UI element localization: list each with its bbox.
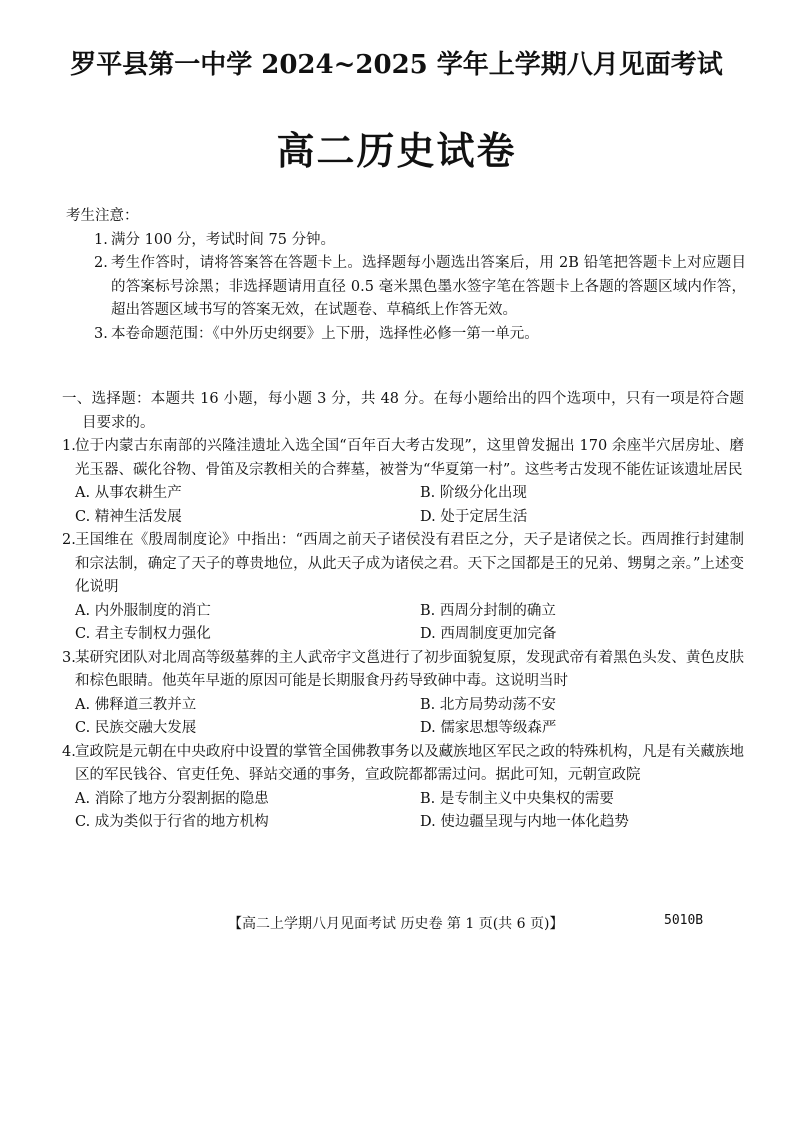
- footer-page-info: 【高二上学期八月见面考试 历史卷 第 1 页(共 6 页)】: [228, 916, 564, 932]
- option-d: D. 儒家思想等级森严: [420, 720, 557, 736]
- page-footer: [0, 913, 793, 933]
- option-list: [62, 482, 744, 529]
- option-c: C. 君主专制权力强化: [75, 626, 211, 642]
- option-a: A. 从事农耕生产: [75, 485, 182, 501]
- option-a: A. 佛释道三教并立: [75, 696, 197, 713]
- footer-paper-code: 5010B: [664, 913, 704, 928]
- option-a: A. 内外服制度的消亡: [75, 602, 211, 619]
- option-b: B. 是专制主义中央集权的需要: [420, 790, 614, 807]
- paper-title: 高二历史试卷: [276, 128, 517, 173]
- question-3: [62, 647, 744, 741]
- option-b: B. 阶级分化出现: [420, 485, 527, 501]
- question-stem: 王国维在《殷周制度论》中指出：“西周之前天子诸侯没有君臣之分，天子是诸侯之长。西周推行封建制和宗法制，确定了天子的尊贵地位，从此天子成为诸侯之君。天下之国都是王的兄弟、甥舅之亲。”上述变化说明: [75, 532, 744, 595]
- question-number: 4.: [62, 743, 76, 760]
- question-number: 1.: [62, 438, 76, 454]
- section-heading: 一、选择题：本题共 16 小题，每小题 3 分，共 48 分。在每小题给出的四个选项中，只有一项是符合题目要求的。: [62, 391, 744, 431]
- notes-heading: 考生注意：: [66, 208, 139, 224]
- note-item-2: [66, 252, 746, 323]
- option-c: C. 民族交融大发展: [75, 720, 197, 736]
- option-c: C. 成为类似于行省的地方机构: [75, 814, 269, 830]
- note-item-3: [66, 323, 746, 347]
- note-number: 1.: [94, 231, 108, 248]
- note-item-1: [66, 229, 746, 253]
- option-list: [62, 694, 744, 741]
- option-c: C. 精神生活发展: [75, 508, 182, 525]
- option-d: D. 处于定居生活: [420, 508, 528, 525]
- question-4: [62, 741, 744, 835]
- option-a: A. 消除了地方分裂割据的隐患: [75, 790, 269, 807]
- note-number: 3.: [94, 325, 108, 342]
- note-text: 满分 100 分，考试时间 75 分钟。: [111, 231, 336, 248]
- exam-title: 罗平县第一中学 2024~2025 学年上学期八月见面考试: [70, 50, 723, 80]
- candidate-notes: [66, 205, 746, 346]
- option-b: B. 北方局势动荡不安: [420, 696, 556, 713]
- option-list: [62, 600, 744, 647]
- question-stem: 宣政院是元朝在中央政府中设置的掌管全国佛教事务以及藏族地区军民之政的特殊机构，凡是有关藏族地区的军民钱谷、官吏任免、驿站交通的事务，宣政院都都需过问。据此可知，元朝宣政院: [75, 743, 744, 783]
- multiple-choice-section: [62, 388, 744, 835]
- option-b: B. 西周分封制的确立: [420, 602, 556, 619]
- question-stem: 某研究团队对北周高等级墓葬的主人武帝宇文邕进行了初步面貌复原，发现武帝有着黑色头发、黄色皮肤和棕色眼睛。他英年早逝的原因可能是长期服食丹药导致砷中毒。这说明当时: [75, 649, 744, 689]
- question-number: 3.: [62, 649, 76, 666]
- note-number: 2.: [94, 255, 108, 271]
- question-1: [62, 435, 744, 529]
- option-d: D. 使边疆呈现与内地一体化趋势: [420, 814, 629, 830]
- note-text: 本卷命题范围：《中外历史纲要》上下册，选择性必修一第一单元。: [111, 325, 539, 342]
- question-stem: 位于内蒙古东南部的兴隆洼遗址入选全国“百年百大考古发现”，这里曾发掘出 170 余座半穴居房址、磨光玉器、碳化谷物、骨笛及宗教相关的合葬墓，被誉为“华夏第一村”。这些考古发现不能佐证该遗址居民: [75, 438, 744, 478]
- question-2: [62, 529, 744, 647]
- question-number: 2.: [62, 532, 76, 548]
- option-list: [62, 788, 744, 835]
- option-d: D. 西周制度更加完备: [420, 626, 557, 642]
- note-text: 考生作答时，请将答案答在答题卡上。选择题每小题选出答案后，用 2B 铅笔把答题卡上对应题目的答案标号涂黑；非选择题请用直径 0.5 毫米黑色墨水签字笔在答题卡上各题的答题区域内作答，超出答题区域书写的答案无效，在试题卷、草稿纸上作答无效。: [111, 255, 746, 318]
